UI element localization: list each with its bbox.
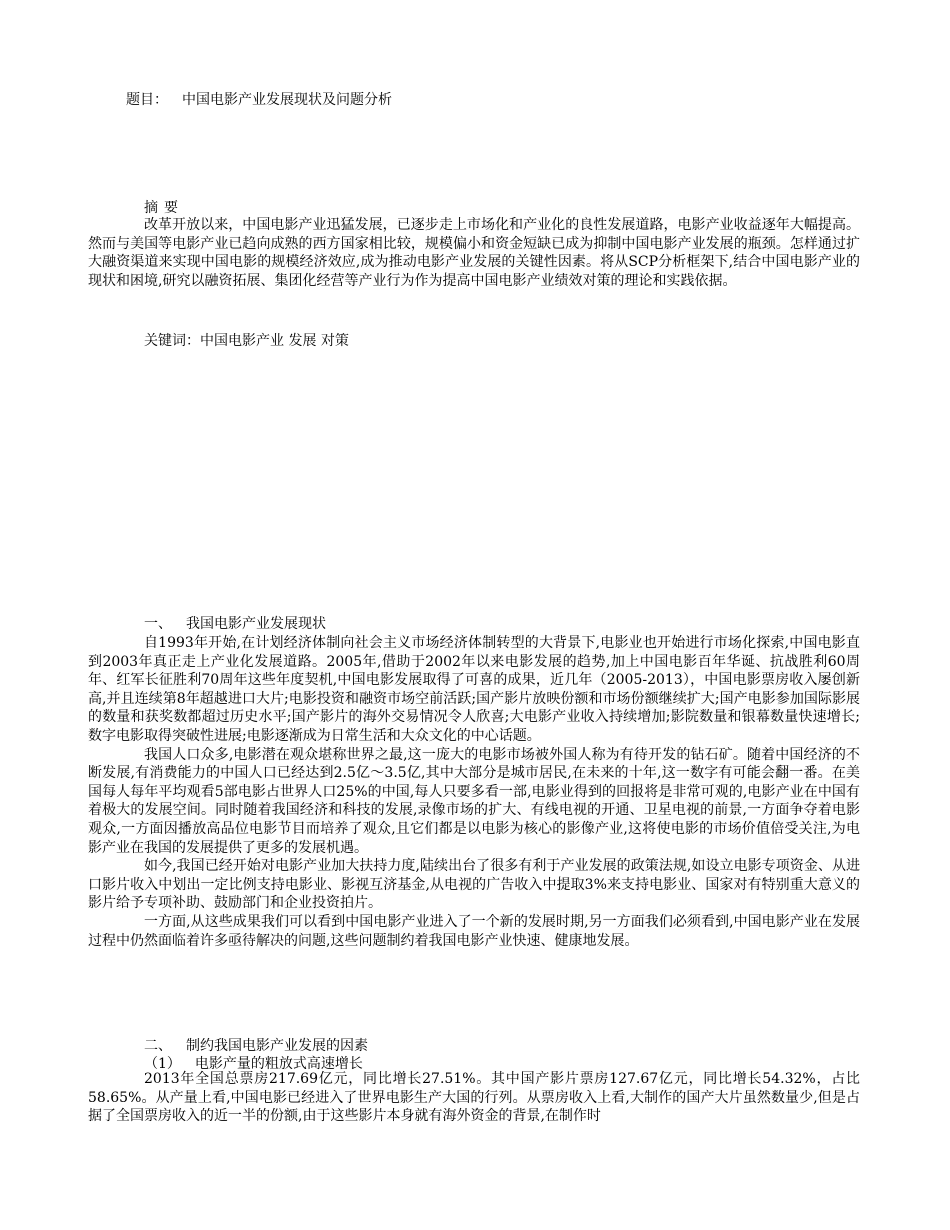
section-1-paragraph-1: 自1993年开始,在计划经济体制向社会主义市场经济体制转型的大背景下,电影业也开始进行市场化探索,中国电影直到2003年真正走上产业化发展道路。2005年,借助于2002年以来电影发展的趋势,加上中国电影百年华诞、抗战胜利60周年、红军长征胜利70周年这些年度契机,中国电影发展取得了可喜的成果，近几年（2005-2013），中国电影票房收入屡创新高,并且连续第8年超越进口大片;电影投资和融资市场空前活跃;国产影片放映份额和市场份额继续扩大;国产电影参加国际影展的数量和获奖数都超过历史水平;国产影片的海外交易情况令人欣喜;大电影产业收入持续增加;影院数量和银幕数量快速增长;数字电影取得突破性进展;电影逐渐成为日常生活和大众文化的中心话题。 <box>88 635 860 744</box>
document-title <box>126 90 392 110</box>
title-label: 题目： <box>126 92 168 108</box>
section-2-paragraph-1: 2013年全国总票房217.69亿元，同比增长27.51%。其中国产影片票房127.67亿元，同比增长54.32%，占比58.65%。从产量上看,中国电影已经进入了世界电影生产大国的行列。从票房收入上看,大制作的国产大片虽然数量少,但是占据了全国票房收入的近一半的份额,由于这些影片本身就有海外资金的背景,在制作时 <box>88 1071 860 1125</box>
section-2-number: 二、 <box>144 1038 172 1054</box>
section-1-heading <box>144 614 326 634</box>
section-1-number: 一、 <box>144 616 172 632</box>
abstract-paragraph: 改革开放以来，中国电影产业迅猛发展，已逐步走上市场化和产业化的良性发展道路，电影产业收益逐年大幅提高。然而与美国等电影产业已趋向成熟的西方国家相比较，规模偏小和资金短缺已成为抑制中国电影产业发展的瓶颈。怎样通过扩大融资渠道来实现中国电影的规模经济效应,成为推动电影产业发展的关键性因素。将从SCP分析框架下,结合中国电影产业的现状和困境,研究以融资拓展、集团化经营等产业行为作为提高中国电影产业绩效对策的理论和实践依据。 <box>88 217 860 289</box>
abstract-body <box>88 216 860 290</box>
section-1-title: 我国电影产业发展现状 <box>186 616 326 632</box>
section-2-title: 制约我国电影产业发展的因素 <box>186 1038 368 1054</box>
keywords: 关键词：中国电影产业 发展 对策 <box>144 333 349 349</box>
subsection-1-number: （1） <box>144 1056 181 1072</box>
section-1-paragraph-2: 我国人口众多,电影潜在观众堪称世界之最,这一庞大的电影市场被外国人称为有待开发的钻石矿。随着中国经济的不断发展,有消费能力的中国人口已经达到2.5亿～3.5亿,其中大部分是城市居民,在未来的十年,这一数字有可能会翻一番。在美国每人每年平均观看5部电影占世界人口25%的中国,每人只要多看一部,电影业得到的回报将是非常可观的,电影产业在中国有着极大的发展空间。同时随着我国经济和科技的发展,录像市场的扩大、有线电视的开通、卫星电视的前景,一方面争夺着电影观众,一方面因播放高品位电影节目而培养了观众,且它们都是以电影为核心的影像产业,这将使电影的市场价值倍受关注,为电影产业在我国的发展提供了更多的发展机遇。 <box>88 746 860 856</box>
abstract-heading: 摘要 <box>144 200 184 216</box>
section-1-body <box>88 634 860 950</box>
section-2-body <box>88 1070 860 1126</box>
section-1-paragraph-3: 如今,我国已经开始对电影产业加大扶持力度,陆续出台了很多有利于产业发展的政策法规,如设立电影专项资金、从进口影片收入中划出一定比例支持电影业、影视互济基金,从电视的广告收入中提取3%来支持电影业、国家对有特别重大意义的影片给予专项补助、鼓励部门和企业投资拍片。 <box>88 858 860 912</box>
section-1-paragraph-4: 一方面,从这些成果我们可以看到中国电影产业进入了一个新的发展时期,另一方面我们必须看到,中国电影产业在发展过程中仍然面临着许多亟待解决的问题,这些问题制约着我国电影产业快速、健康地发展。 <box>88 913 860 949</box>
subsection-1-title: 电影产量的粗放式高速增长 <box>194 1056 363 1072</box>
section-2-heading <box>144 1036 368 1056</box>
title-text: 中国电影产业发展现状及问题分析 <box>182 92 392 108</box>
